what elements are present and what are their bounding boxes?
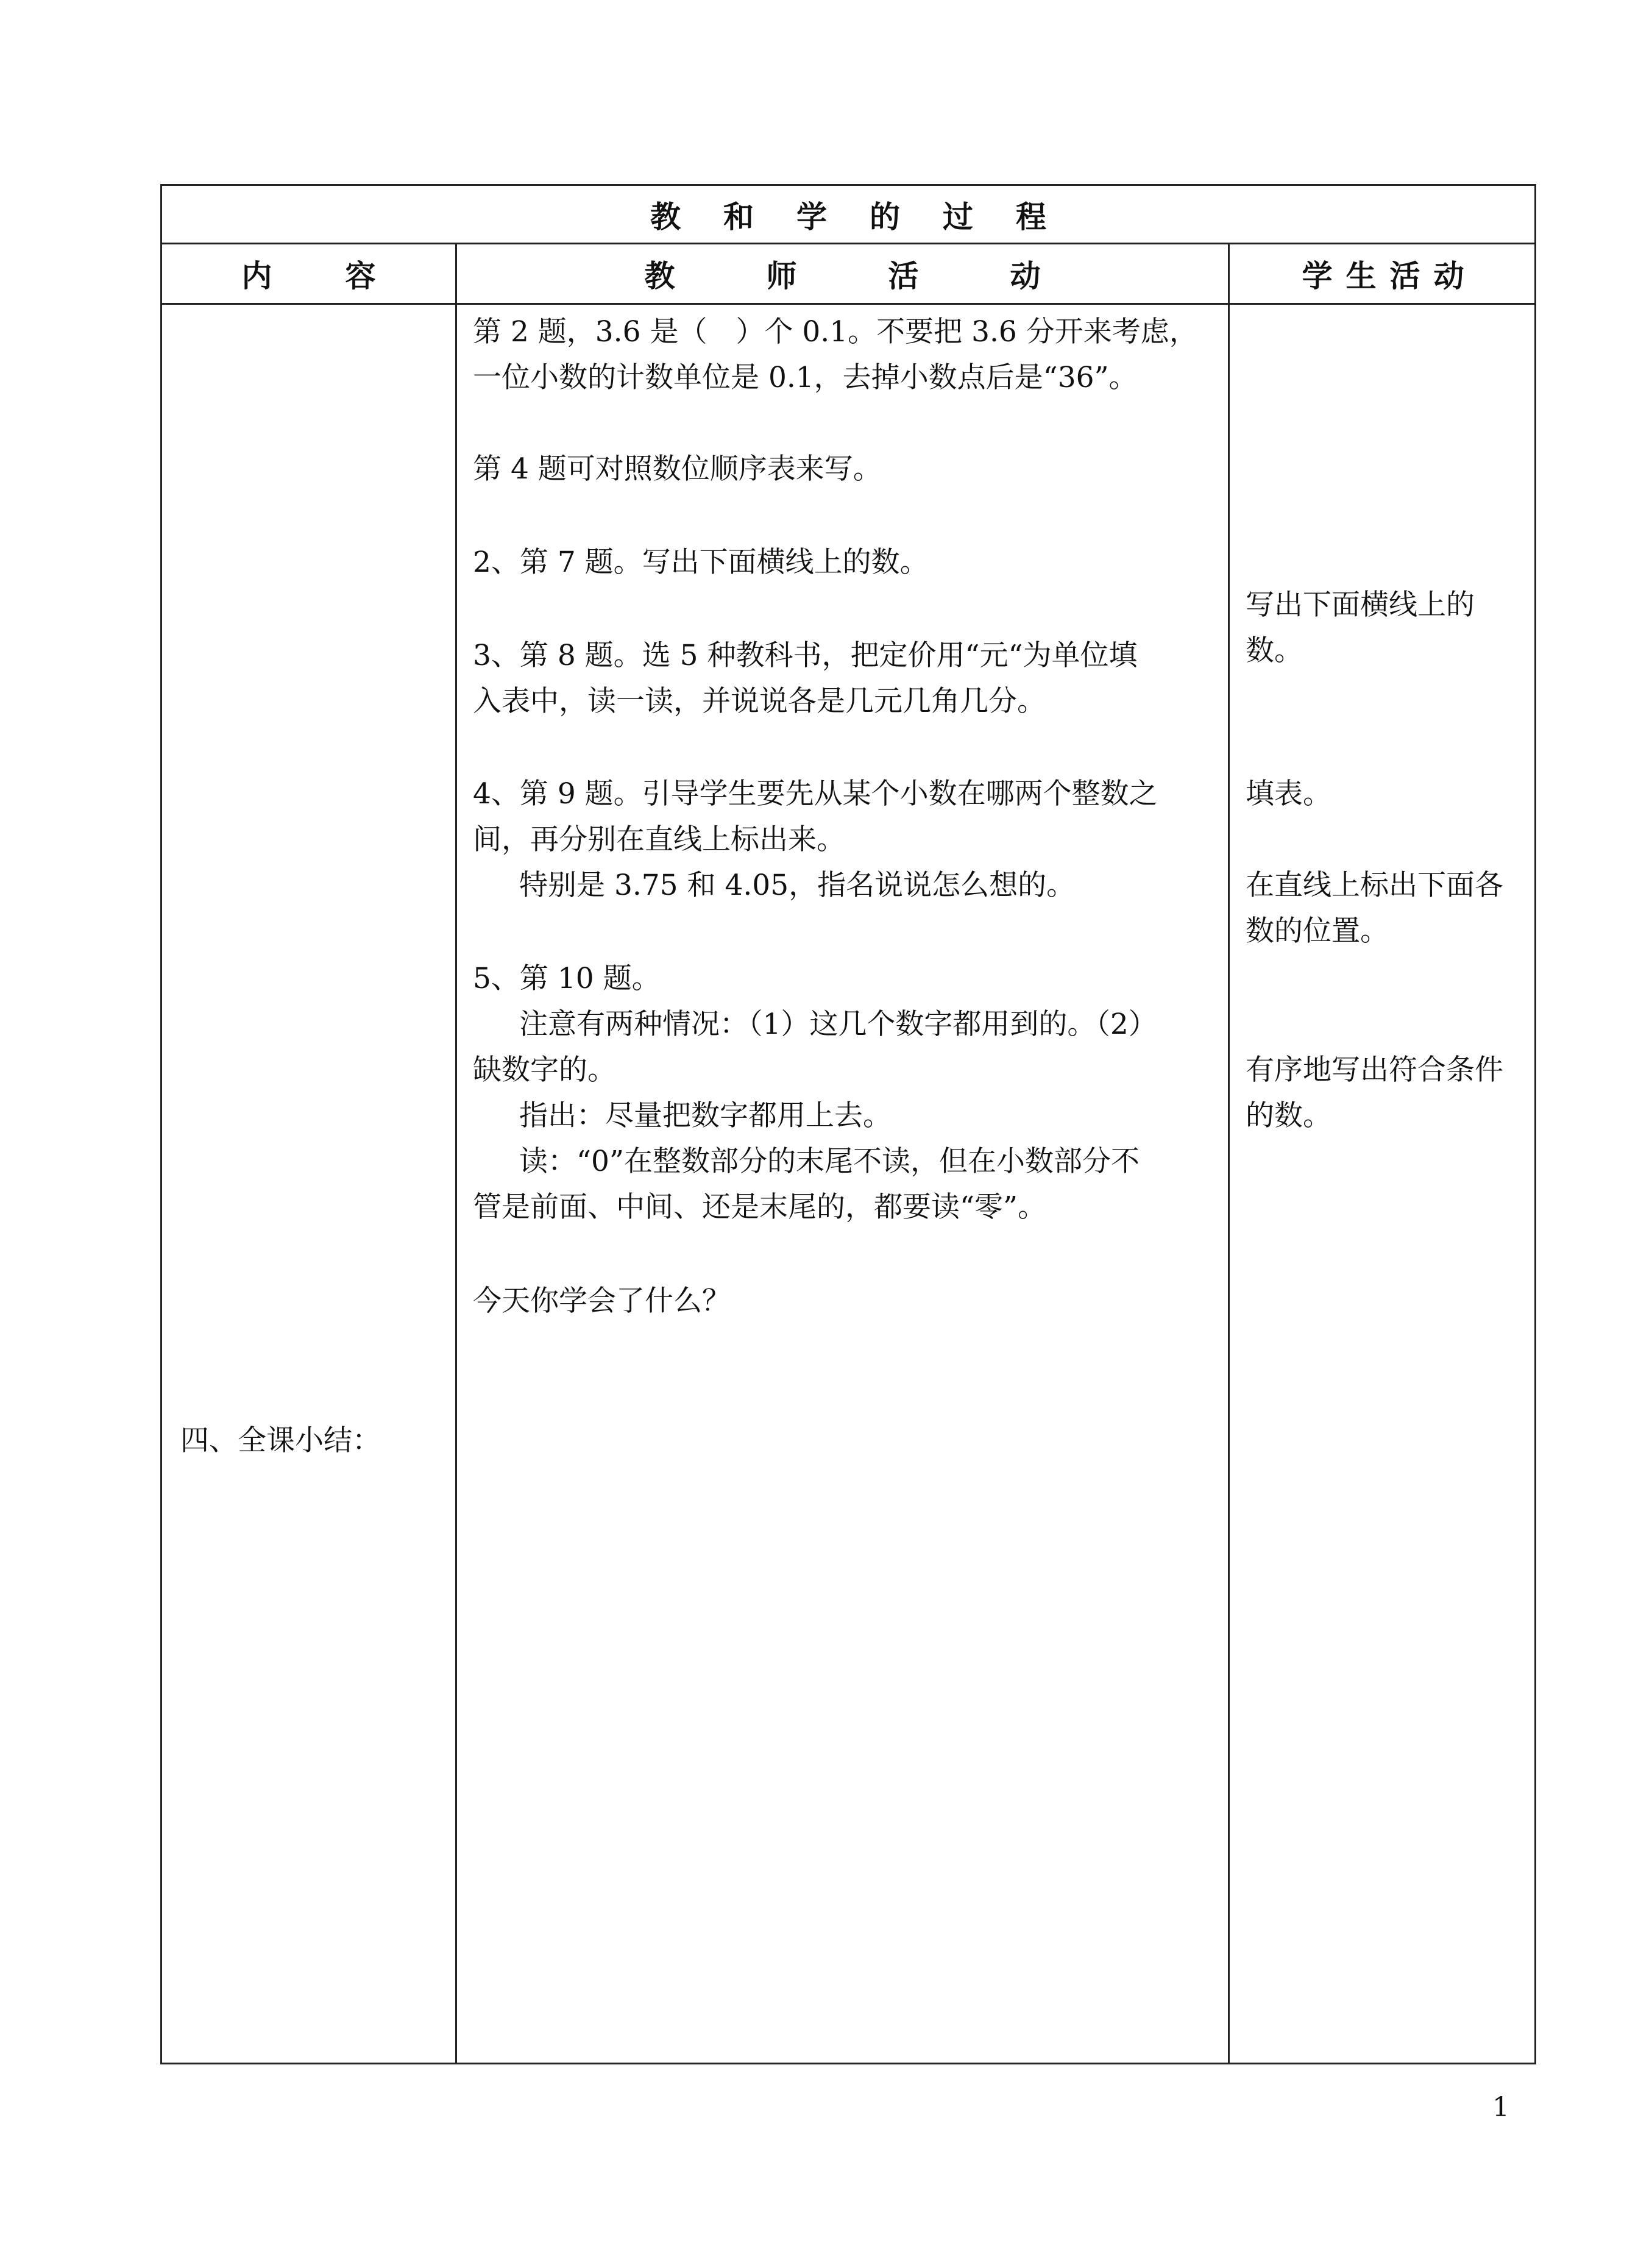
- header-content: 内容: [241, 258, 449, 294]
- student-item: 有序地写出符合条件的数。: [1246, 1053, 1503, 1132]
- teacher-line: 指出：尽量把数字都用上去。: [519, 1099, 892, 1132]
- teacher-line: 一位小数的计数单位是 0.1，去掉小数点后是“36”。: [473, 361, 1138, 394]
- teacher-line: 4、第 9 题。引导学生要先从某个小数在哪两个整数之: [473, 777, 1158, 811]
- teacher-line: 今天你学会了什么？: [473, 1284, 731, 1318]
- student-item: 填表。: [1246, 777, 1331, 811]
- teacher-line: 间，再分别在直线上标出来。: [473, 823, 845, 856]
- header-student: 学生活动: [1302, 258, 1478, 294]
- teacher-line: 特别是 3.75 和 4.05，指名说说怎么想的。: [519, 869, 1076, 902]
- teacher-line: 3、第 8 题。选 5 种教科书，把定价用“元“为单位填: [473, 639, 1138, 672]
- teacher-line: 2、第 7 题。写出下面横线上的数。: [473, 546, 929, 579]
- teacher-line: 注意有两种情况：（1）这几个数字都用到的。（2）: [519, 1008, 1157, 1041]
- column-divider: [455, 244, 457, 2063]
- student-item: 写出下面横线上的数。: [1246, 588, 1475, 667]
- lesson-table: [160, 184, 1536, 2064]
- teacher-line: 管是前面、中间、还是末尾的，都要读“零”。: [473, 1190, 1047, 1224]
- summary-label: 四、全课小结：: [180, 1424, 381, 1457]
- teacher-line: 5、第 10 题。: [473, 962, 661, 995]
- table-title: 教和学的过程: [162, 186, 1534, 244]
- teacher-line: 第 4 题可对照数位顺序表来写。: [473, 452, 882, 486]
- header-row: [162, 244, 1534, 305]
- teacher-line: 入表中，读一读，并说说各是几元几角几分。: [473, 684, 1046, 718]
- student-item: 在直线上标出下面各数的位置。: [1246, 869, 1503, 948]
- teacher-line: 第 2 题，3.6 是（ ）个 0.1。不要把 3.6 分开来考虑，: [473, 315, 1198, 349]
- teacher-line: 缺数字的。: [473, 1053, 616, 1087]
- page-number: 1: [1492, 2092, 1509, 2123]
- teacher-line: 读：“0”在整数部分的末尾不读，但在小数部分不: [519, 1145, 1140, 1178]
- column-divider: [1228, 244, 1230, 2063]
- header-teacher: 教师活动: [644, 258, 1132, 294]
